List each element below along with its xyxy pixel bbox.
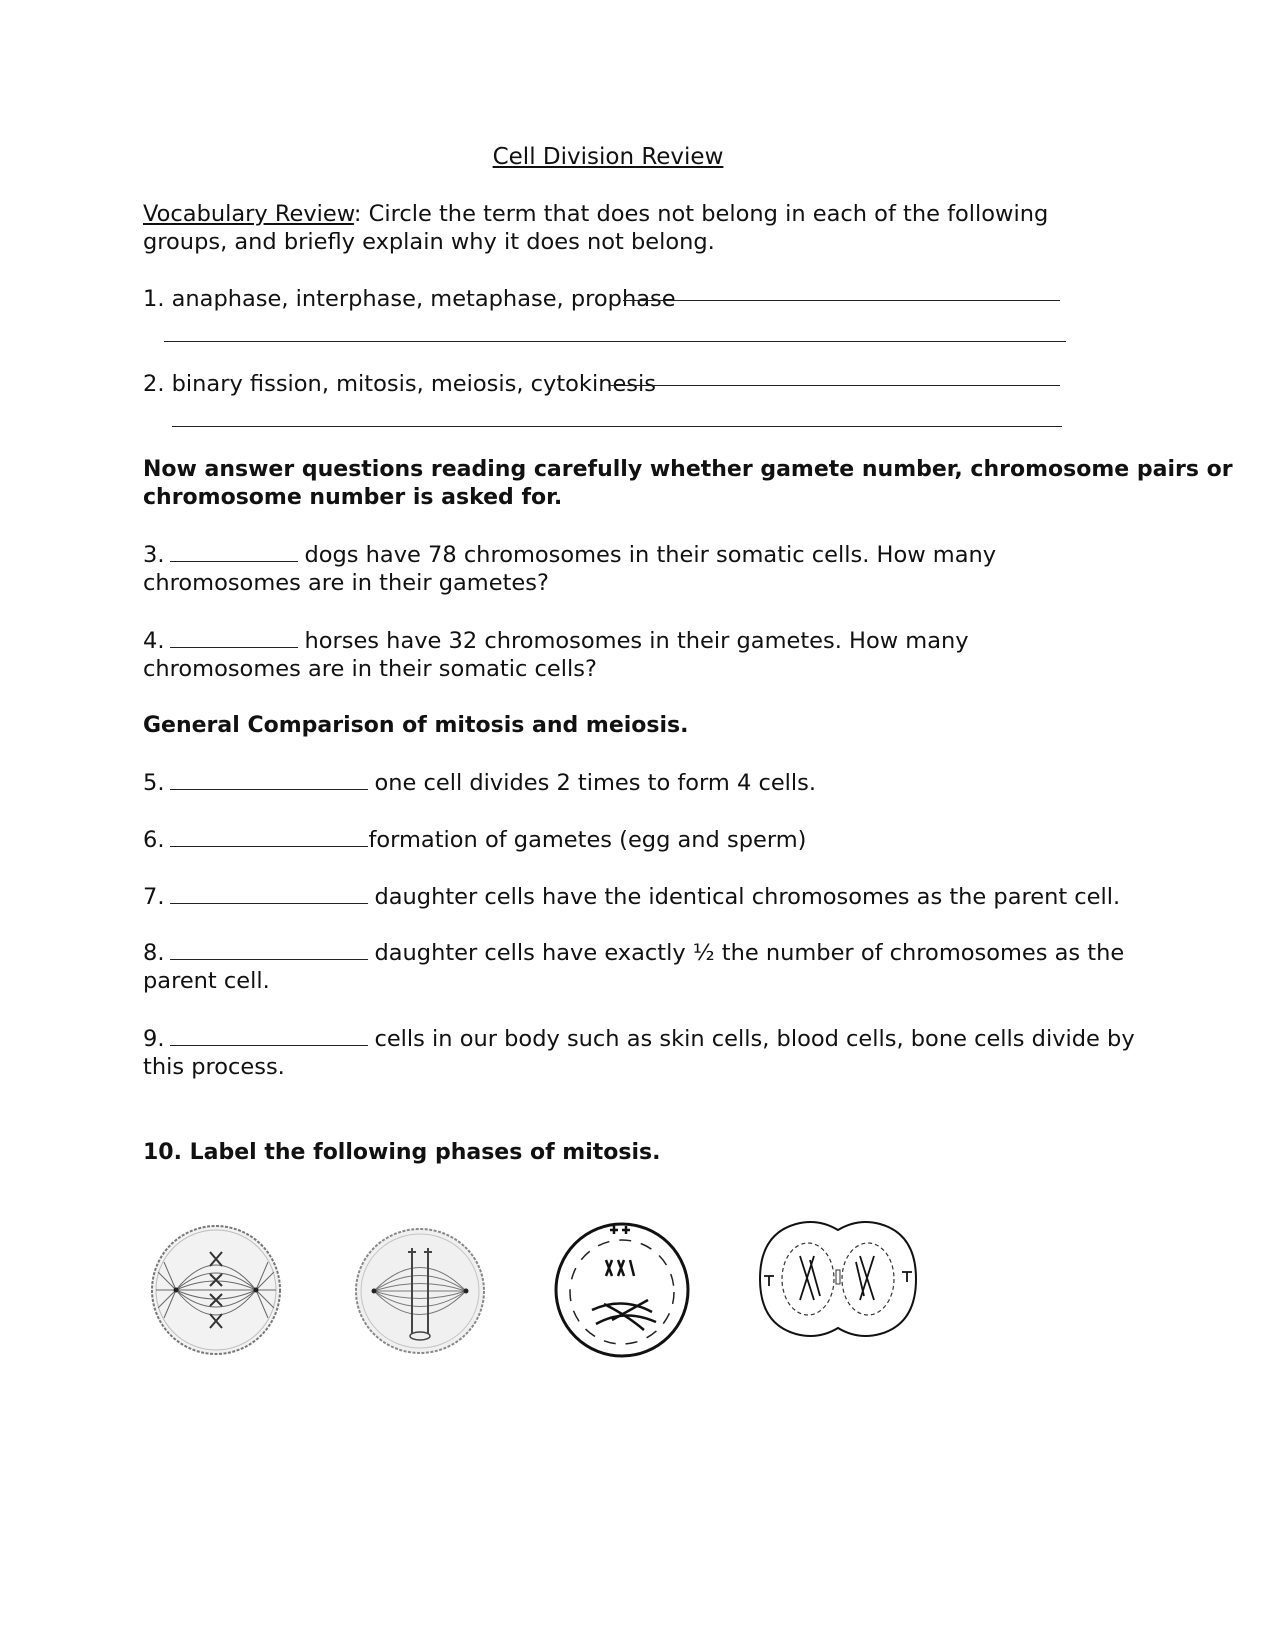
question-1-text: 1. anaphase, interphase, metaphase, prophase bbox=[143, 286, 676, 312]
question-1-answer-line-2[interactable] bbox=[164, 341, 1066, 342]
question-4-answer-blank[interactable] bbox=[170, 627, 298, 648]
question-5 bbox=[143, 769, 816, 797]
question-2 bbox=[143, 370, 656, 398]
question-6 bbox=[143, 826, 806, 854]
question-7-answer-blank[interactable] bbox=[170, 883, 368, 904]
question-6-number: 6. bbox=[143, 827, 165, 853]
vocab-instructions-line-2: groups, and briefly explain why it does not belong. bbox=[143, 229, 715, 255]
question-4-text: horses have 32 chromosomes in their gametes. How many bbox=[304, 628, 969, 654]
section-2-heading-line-2: chromosome number is asked for. bbox=[143, 485, 563, 510]
question-3-number: 3. bbox=[143, 542, 165, 568]
question-8-line-2: parent cell. bbox=[143, 968, 270, 994]
cell-diagram-2 bbox=[352, 1224, 488, 1358]
question-3-answer-blank[interactable] bbox=[170, 541, 298, 562]
question-8-number: 8. bbox=[143, 940, 165, 966]
question-4 bbox=[143, 627, 969, 655]
question-9-text: cells in our body such as skin cells, blood cells, bone cells divide by bbox=[374, 1026, 1135, 1052]
question-8 bbox=[143, 939, 1124, 967]
question-10-heading: 10. Label the following phases of mitosis. bbox=[143, 1140, 661, 1165]
question-2-answer-blank[interactable] bbox=[610, 385, 1060, 386]
question-6-text: formation of gametes (egg and sperm) bbox=[368, 827, 807, 853]
question-8-answer-blank[interactable] bbox=[170, 939, 368, 960]
section-3-heading: General Comparison of mitosis and meiosis. bbox=[143, 713, 689, 738]
question-7-text: daughter cells have the identical chromosomes as the parent cell. bbox=[374, 884, 1121, 910]
question-2-answer-line-2[interactable] bbox=[172, 426, 1062, 427]
question-5-answer-blank[interactable] bbox=[170, 769, 368, 790]
question-9-line-2: this process. bbox=[143, 1054, 285, 1080]
mitosis-phase-diagrams bbox=[148, 1220, 948, 1370]
cell-diagram-1 bbox=[148, 1222, 284, 1358]
question-1-answer-blank[interactable] bbox=[623, 300, 1060, 301]
section-2-heading-line-1: Now answer questions reading carefully whether gamete number, chromosome pairs or bbox=[143, 457, 1233, 482]
question-2-text: 2. binary fission, mitosis, meiosis, cytokinesis bbox=[143, 371, 657, 397]
cell-diagram-4 bbox=[756, 1220, 920, 1338]
question-4-line-2: chromosomes are in their somatic cells? bbox=[143, 656, 597, 682]
question-8-text: daughter cells have exactly ½ the number of chromosomes as the bbox=[374, 940, 1125, 966]
vocab-instructions-text: : Circle the term that does not belong in each of the following bbox=[353, 201, 1049, 227]
question-9-number: 9. bbox=[143, 1026, 165, 1052]
question-9 bbox=[143, 1025, 1135, 1053]
question-6-answer-blank[interactable] bbox=[170, 826, 368, 847]
question-7-number: 7. bbox=[143, 884, 165, 910]
question-3 bbox=[143, 541, 996, 569]
question-5-number: 5. bbox=[143, 770, 165, 796]
question-4-number: 4. bbox=[143, 628, 165, 654]
cell-diagram-3 bbox=[552, 1220, 692, 1360]
page-title: Cell Division Review bbox=[492, 144, 724, 170]
vocab-instructions-line-1 bbox=[143, 200, 1048, 228]
vocab-heading: Vocabulary Review bbox=[143, 201, 354, 227]
question-5-text: one cell divides 2 times to form 4 cells. bbox=[374, 770, 817, 796]
question-3-line-2: chromosomes are in their gametes? bbox=[143, 570, 549, 596]
question-9-answer-blank[interactable] bbox=[170, 1025, 368, 1046]
question-1 bbox=[143, 285, 676, 313]
question-7 bbox=[143, 883, 1120, 911]
question-3-text: dogs have 78 chromosomes in their somatic cells. How many bbox=[304, 542, 997, 568]
